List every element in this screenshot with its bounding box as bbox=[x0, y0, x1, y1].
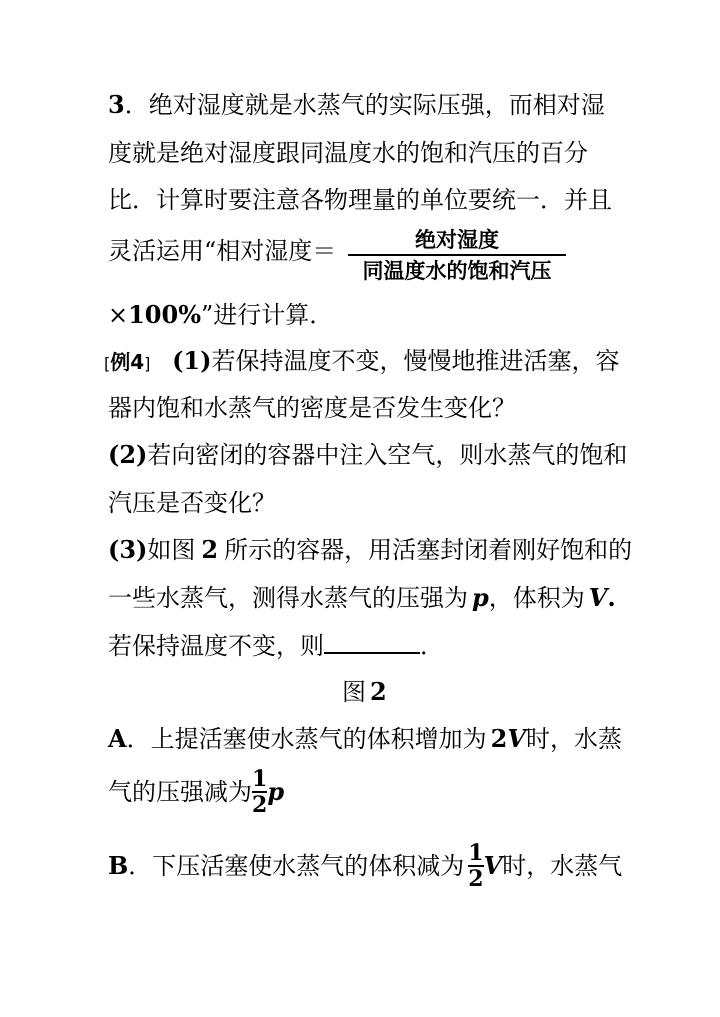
option-a-line-1 bbox=[108, 724, 622, 754]
example-q1-line-1 bbox=[104, 346, 619, 379]
period: ． bbox=[420, 632, 444, 660]
text: 度就是绝对湿度跟同温度水的饱和汽压的百分 bbox=[108, 139, 588, 167]
figure-number: 2 bbox=[370, 677, 387, 706]
var-V: V bbox=[483, 851, 503, 880]
example-q3-line-3 bbox=[108, 630, 444, 661]
text: ．下压活塞使水蒸气的体积减为 bbox=[128, 852, 465, 880]
option-a-line-2 bbox=[108, 768, 284, 816]
option-a-label: A bbox=[108, 724, 127, 753]
figure-caption bbox=[342, 677, 387, 707]
text: ”进行计算． bbox=[201, 301, 334, 329]
fraction-denominator: 同温度水的饱和汽压 bbox=[362, 259, 552, 283]
var-V: V bbox=[507, 724, 526, 753]
text: 所示的容器，用活塞封闭着刚好饱和的 bbox=[224, 536, 633, 564]
text: 若向密闭的容器中注入空气，则水蒸气的饱和 bbox=[147, 441, 628, 469]
example-q3-line-1 bbox=[108, 535, 632, 565]
var-p: p bbox=[267, 777, 285, 806]
point-3-line-2 bbox=[108, 138, 588, 168]
text: ．绝对湿度就是水蒸气的实际压强，而相对湿 bbox=[124, 91, 605, 119]
text: ，体积为 bbox=[488, 584, 585, 612]
percent-value: 100% bbox=[128, 300, 202, 329]
option-b-line-1 bbox=[108, 842, 622, 890]
text: 若保持温度不变，慢慢地推进活塞，容 bbox=[211, 347, 620, 375]
half-fraction: $\frac{1}{2}$ bbox=[468, 840, 484, 892]
question-mark-1: (1) bbox=[172, 346, 212, 375]
example-q3-line-2 bbox=[108, 583, 616, 613]
text: ．上提活塞使水蒸气的体积增加为 bbox=[126, 725, 487, 753]
example-q2-line-1 bbox=[108, 440, 627, 470]
period: . bbox=[607, 583, 616, 612]
example-q2-line-2 bbox=[108, 488, 276, 518]
text: 汽压是否变化？ bbox=[108, 489, 276, 517]
coef: 2 bbox=[490, 724, 508, 753]
question-mark-2: (2) bbox=[108, 440, 148, 469]
var-p: p bbox=[472, 583, 489, 612]
example-q1-line-2 bbox=[108, 393, 516, 423]
point-3-line-5 bbox=[108, 300, 333, 330]
text: 如图 bbox=[147, 536, 196, 564]
text: 气的压强减为 bbox=[108, 778, 252, 806]
point-number: 3 bbox=[108, 90, 125, 119]
var-V: V bbox=[588, 583, 608, 612]
fraction-numerator: 绝对湿度 bbox=[415, 228, 499, 252]
text: 灵活运用“相对湿度＝ bbox=[108, 237, 337, 265]
question-mark-3: (3) bbox=[108, 535, 148, 564]
relative-humidity-fraction bbox=[348, 226, 566, 286]
times-sign: × bbox=[108, 301, 129, 329]
text: 若保持温度不变，则 bbox=[108, 632, 324, 660]
option-b-label: B bbox=[108, 851, 129, 880]
figure-number: 2 bbox=[201, 535, 219, 564]
text: 时，水蒸气 bbox=[502, 852, 623, 880]
point-3-line-3 bbox=[108, 185, 612, 215]
answer-blank bbox=[324, 630, 420, 654]
half-fraction: $\frac{1}{2}$ bbox=[252, 766, 268, 818]
text: 时，水蒸 bbox=[525, 725, 622, 753]
point-3-line-4 bbox=[108, 236, 336, 266]
point-3-line-1 bbox=[108, 90, 605, 120]
example-tag: [例4] bbox=[104, 350, 151, 374]
text: 器内饱和水蒸气的密度是否发生变化？ bbox=[108, 394, 516, 422]
text: 比．计算时要注意各物理量的单位要统一．并且 bbox=[108, 186, 612, 214]
text: 图 bbox=[342, 678, 366, 706]
text: 一些水蒸气，测得水蒸气的压强为 bbox=[108, 584, 468, 612]
